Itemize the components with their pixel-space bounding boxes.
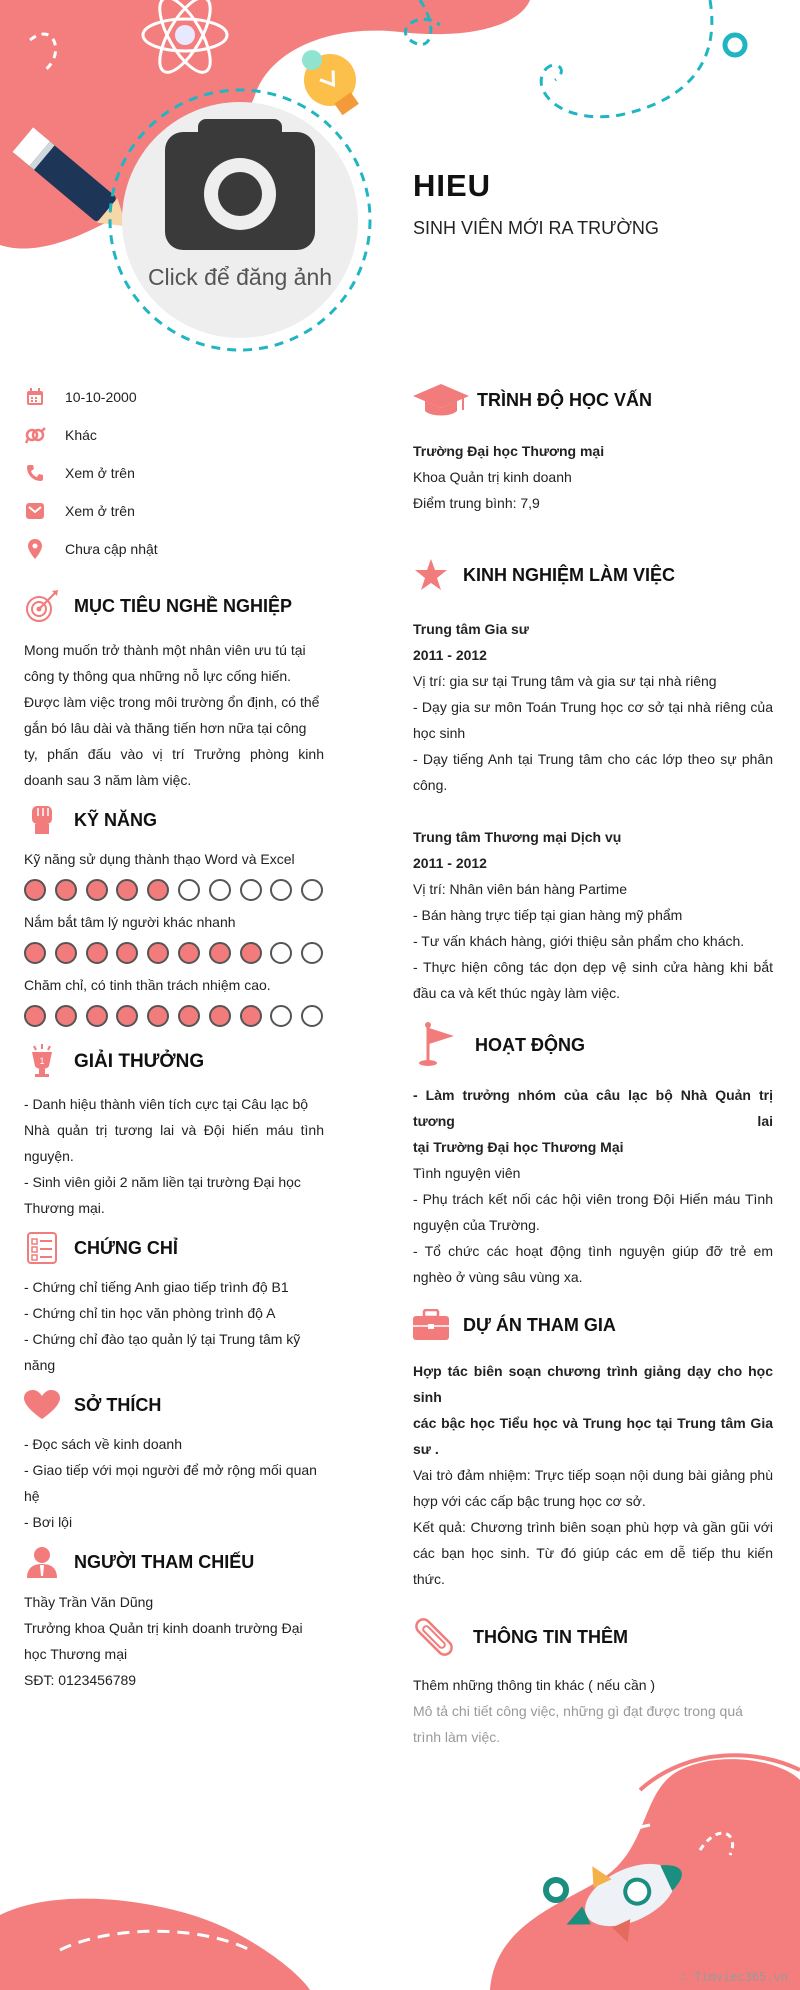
awards-line: - Danh hiệu thành viên tích cực tại Câu lạc bộ	[24, 1096, 309, 1112]
skill-name: Kỹ năng sử dụng thành thạo Word và Excel	[24, 851, 295, 867]
references-line: SĐT: 0123456789	[24, 1672, 137, 1688]
job-company: Trung tâm Thương mại Dịch vụ	[413, 829, 622, 845]
references-line: Trưởng khoa Quản trị kinh doanh trường Đại	[24, 1620, 303, 1636]
candidate-name: HIEU	[413, 168, 492, 203]
rating-dot-empty	[270, 879, 292, 901]
job-line: công.	[413, 777, 448, 793]
projects-line: Vai trò đảm nhiệm: Trực tiếp soạn nội dung bài giảng phù	[413, 1467, 773, 1483]
avatar-upload[interactable]	[108, 92, 372, 352]
extra-hint-line: Mô tả chi tiết công việc, những gì đạt được trong quá	[413, 1703, 743, 1719]
hobbies-text	[24, 1431, 324, 1535]
rating-dot-filled	[147, 942, 169, 964]
job-line: - Dạy gia sư môn Toán Trung học cơ sở tại nhà riêng của	[413, 699, 773, 715]
activities-line: - Phụ trách kết nối các hội viên trong Đội Hiến máu Tình	[413, 1191, 773, 1207]
rating-dot-filled	[178, 1005, 200, 1027]
info-row-birthday	[24, 378, 324, 416]
rating-dot-filled	[86, 879, 108, 901]
activities-header	[413, 1022, 773, 1068]
references-line: học Thương mại	[24, 1646, 128, 1662]
projects-bold-line: Hợp tác biên soạn chương trình giảng dạy cho học sinh	[413, 1363, 773, 1405]
location-pin-icon	[24, 538, 46, 560]
awards-line: nguyện.	[24, 1148, 74, 1164]
hobbies-line: - Giao tiếp với mọi người để mở rộng mối quan	[24, 1462, 317, 1478]
phone-value: Xem ở trên	[65, 465, 135, 481]
rating-dot-filled	[116, 1005, 138, 1027]
education-gpa: Điểm trung bình: 7,9	[413, 495, 540, 511]
hobbies-line: hệ	[24, 1488, 40, 1504]
avatar-upload-label: Click để đăng ảnh	[147, 264, 333, 290]
job-details	[413, 876, 773, 1006]
activities-text	[413, 1082, 773, 1290]
rating-dot-empty	[240, 879, 262, 901]
job-company: Trung tâm Gia sư	[413, 621, 529, 637]
experience-job	[413, 824, 773, 1006]
projects-bold-line: các bậc học Tiểu học và Trung học tại Trung tâm Gia sư .	[413, 1415, 773, 1457]
extra-header	[413, 1616, 773, 1658]
gender-value: Khác	[65, 427, 97, 443]
job-line: học sinh	[413, 725, 466, 741]
person-icon	[24, 1544, 60, 1580]
rating-dot-empty	[209, 879, 231, 901]
projects-text	[413, 1358, 773, 1592]
experience-header	[413, 554, 773, 596]
job-details	[413, 668, 773, 798]
education-school: Trường Đại học Thương mại	[413, 443, 605, 459]
rating-dot-filled	[24, 942, 46, 964]
skill-name: Nắm bắt tâm lý người khác nhanh	[24, 914, 236, 930]
svg-text:1: 1	[39, 1056, 45, 1066]
trophy-icon	[24, 1044, 60, 1080]
references-header	[24, 1541, 324, 1583]
objective-text	[24, 637, 324, 793]
education-text	[413, 438, 773, 516]
activities-line: Tình nguyện viên	[413, 1165, 521, 1181]
paperclip-icon	[413, 1619, 455, 1655]
certificates-title: CHỨNG CHỈ	[74, 1237, 178, 1258]
rating-dot-filled	[86, 1005, 108, 1027]
awards-line: Thương mại.	[24, 1200, 105, 1216]
certificates-line: - Chứng chỉ tiếng Anh giao tiếp trình độ B1	[24, 1279, 289, 1295]
awards-text	[24, 1091, 324, 1221]
rating-dot-filled	[209, 1005, 231, 1027]
projects-line: hợp với các cấp bậc trung học cơ sở.	[413, 1493, 646, 1509]
calendar-icon	[24, 386, 46, 408]
email-icon	[24, 500, 46, 522]
activities-line: - Tổ chức các hoạt động tình nguyện giúp đỡ trẻ em	[413, 1243, 773, 1259]
objective-line: doanh sau 3 năm làm việc.	[24, 772, 192, 788]
rating-dot-filled	[240, 1005, 262, 1027]
rating-dot-empty	[301, 879, 323, 901]
fist-icon	[24, 802, 60, 838]
info-row-address	[24, 530, 324, 568]
phone-icon	[24, 462, 46, 484]
certificates-line: - Chứng chỉ tin học văn phòng trình độ A	[24, 1305, 276, 1321]
email-value: Xem ở trên	[65, 503, 135, 519]
skill-rating	[24, 942, 324, 964]
address-value: Chưa cập nhật	[65, 541, 158, 557]
objective-line: Mong muốn trở thành một nhân viên ưu tú tại	[24, 642, 306, 658]
rating-dot-filled	[209, 942, 231, 964]
experience-job	[413, 616, 773, 798]
rating-dot-filled	[116, 942, 138, 964]
job-line: Vị trí: Nhân viên bán hàng Partime	[413, 881, 628, 897]
personal-info	[24, 378, 324, 568]
rating-dot-filled	[147, 879, 169, 901]
references-line: Thầy Trần Văn Dũng	[24, 1594, 154, 1610]
activities-line: nguyện của Trường.	[413, 1217, 540, 1233]
gender-icon	[24, 424, 46, 446]
references-title: NGƯỜI THAM CHIẾU	[74, 1551, 255, 1572]
rating-dot-filled	[178, 942, 200, 964]
rating-dot-filled	[55, 879, 77, 901]
objective-line: Được làm việc trong môi trường ổn định, có thể	[24, 694, 320, 710]
rating-dot-empty	[270, 942, 292, 964]
experience-title: KINH NGHIỆM LÀM VIỆC	[463, 564, 676, 585]
star-icon	[413, 557, 449, 593]
job-line: - Dạy tiếng Anh tại Trung tâm cho các lớp theo sự phân	[413, 751, 773, 767]
certificates-header	[24, 1227, 324, 1269]
projects-title: DỰ ÁN THAM GIA	[463, 1314, 616, 1335]
skills-title: KỸ NĂNG	[74, 809, 158, 830]
job-line: - Tư vấn khách hàng, giới thiệu sản phẩm cho khách.	[413, 933, 745, 949]
brand-watermark: ∴ Timviec365.vn	[679, 1970, 788, 1984]
rating-dot-empty	[301, 942, 323, 964]
checklist-icon	[24, 1230, 60, 1266]
skills-header	[24, 799, 324, 841]
right-column	[413, 378, 773, 1750]
rating-dot-filled	[240, 942, 262, 964]
projects-header	[413, 1304, 773, 1346]
projects-line: thức.	[413, 1571, 445, 1587]
heart-icon	[24, 1387, 60, 1423]
hobbies-line: - Bơi lội	[24, 1514, 73, 1530]
flag-icon	[413, 1027, 463, 1063]
references-text	[24, 1589, 324, 1693]
activities-bold-line: - Làm trưởng nhóm của câu lạc bộ Nhà Quản trị tương lai	[413, 1087, 773, 1129]
awards-title: GIẢI THƯỞNG	[74, 1051, 205, 1072]
candidate-title: SINH VIÊN MỚI RA TRƯỜNG	[413, 218, 659, 238]
skill-rating	[24, 1005, 324, 1027]
job-period: 2011 - 2012	[413, 855, 487, 871]
extra-line: Thêm những thông tin khác ( nếu cần )	[413, 1677, 656, 1693]
certificates-line: năng	[24, 1357, 56, 1373]
projects-line: các bạn học sinh. Từ đó giúp các em dễ tiếp thu kiến	[413, 1545, 773, 1561]
extra-title: THÔNG TIN THÊM	[473, 1626, 628, 1647]
education-header	[413, 378, 773, 422]
rating-dot-filled	[86, 942, 108, 964]
awards-line: - Sinh viên giỏi 2 năm liền tại trường Đại học	[24, 1174, 301, 1190]
objective-line: công ty thông qua những nỗ lực cống hiến.	[24, 668, 292, 684]
camera-icon	[108, 92, 372, 262]
job-period: 2011 - 2012	[413, 647, 487, 663]
skill-rating	[24, 879, 324, 901]
objective-title: MỤC TIÊU NGHỀ NGHIỆP	[74, 595, 293, 616]
certificates-text	[24, 1274, 324, 1378]
certificates-line: - Chứng chỉ đào tạo quản lý tại Trung tâm kỹ	[24, 1331, 301, 1347]
graduation-cap-icon	[413, 382, 469, 418]
info-row-gender	[24, 416, 324, 454]
rating-dot-filled	[55, 942, 77, 964]
rating-dot-filled	[116, 879, 138, 901]
birthday-value: 10-10-2000	[65, 389, 137, 405]
awards-line: Nhà quản trị tương lai và Đội hiến máu tình	[24, 1122, 324, 1138]
rating-dot-empty	[301, 1005, 323, 1027]
extra-text	[413, 1672, 773, 1750]
job-line: Vị trí: gia sư tại Trung tâm và gia sư tại nhà riêng	[413, 673, 717, 689]
rating-dot-filled	[24, 879, 46, 901]
activities-title: HOẠT ĐỘNG	[475, 1034, 585, 1055]
objective-header	[24, 585, 324, 627]
info-row-email	[24, 492, 324, 530]
education-title: TRÌNH ĐỘ HỌC VẤN	[477, 389, 652, 410]
awards-header	[24, 1041, 324, 1083]
rating-dot-filled	[147, 1005, 169, 1027]
info-row-phone	[24, 454, 324, 492]
skill-name: Chăm chỉ, có tinh thần trách nhiệm cao.	[24, 977, 271, 993]
extra-hint-line: trình làm việc.	[413, 1729, 501, 1745]
rating-dot-filled	[55, 1005, 77, 1027]
job-line: - Bán hàng trực tiếp tại gian hàng mỹ phẩm	[413, 907, 683, 923]
activities-bold-line: tại Trường Đại học Thương Mại	[413, 1139, 624, 1155]
hobbies-header	[24, 1384, 324, 1426]
job-line: - Thực hiện công tác dọn dẹp vệ sinh cửa hàng khi bắt	[413, 959, 773, 975]
rating-dot-empty	[178, 879, 200, 901]
hobbies-line: - Đọc sách về kinh doanh	[24, 1436, 182, 1452]
target-icon	[24, 588, 60, 624]
objective-line: ty, phấn đấu vào vị trí Trưởng phòng kinh	[24, 746, 324, 762]
left-column	[24, 378, 324, 1693]
rating-dot-filled	[24, 1005, 46, 1027]
skills-list	[24, 846, 324, 1027]
projects-line: Kết quả: Chương trình biên soạn phù hợp và gần gũi với	[413, 1519, 773, 1535]
hobbies-title: SỞ THÍCH	[74, 1394, 162, 1415]
briefcase-icon	[413, 1307, 449, 1343]
objective-line: gắn bó lâu dài và thăng tiến hơn nữa tại công	[24, 720, 307, 736]
education-faculty: Khoa Quản trị kinh doanh	[413, 469, 572, 485]
activities-line: nghèo ở vùng sâu vùng xa.	[413, 1269, 583, 1285]
job-line: đầu ca và kết thúc ngày làm việc.	[413, 985, 620, 1001]
rating-dot-empty	[270, 1005, 292, 1027]
